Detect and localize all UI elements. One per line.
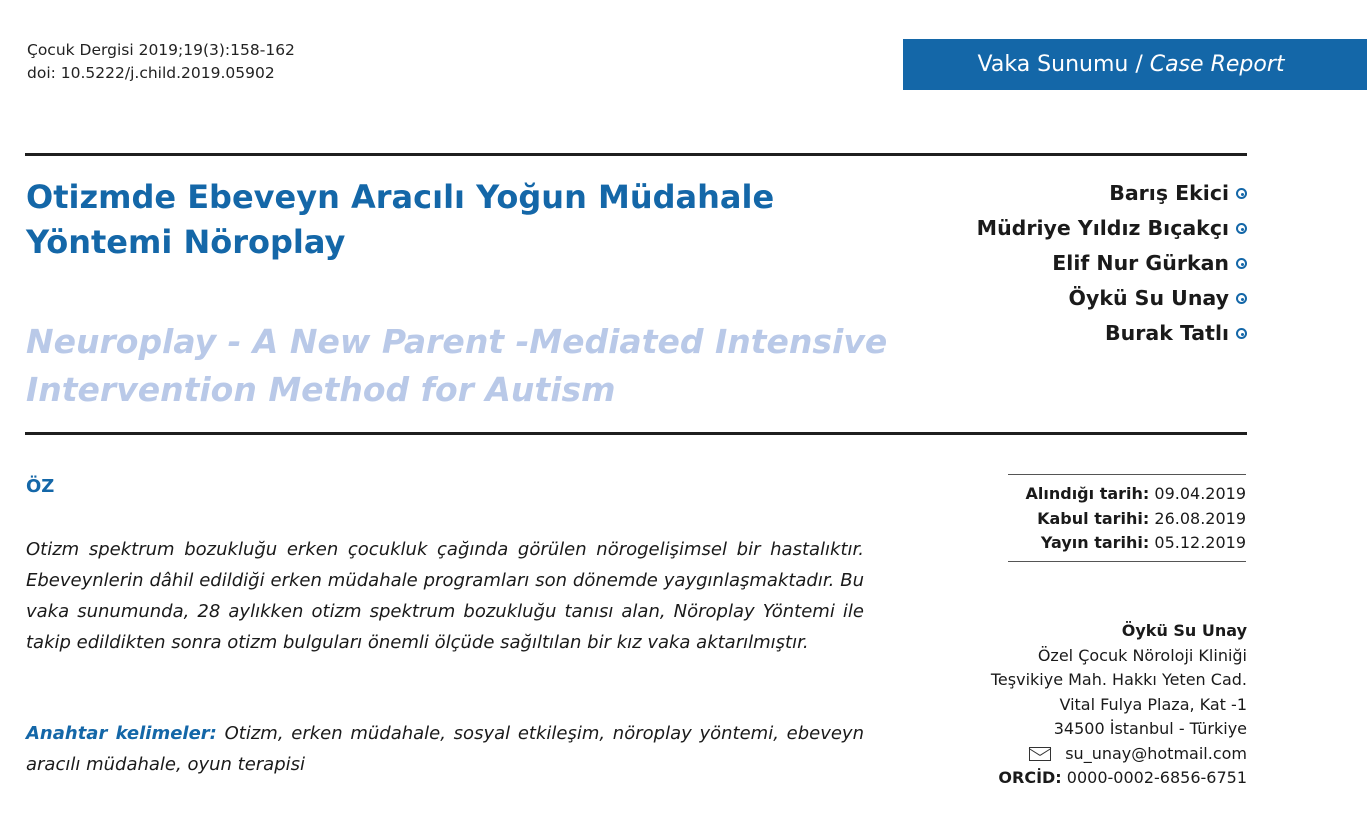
bottom-divider [25, 432, 1247, 435]
article-type-banner [903, 39, 1367, 90]
top-divider [25, 153, 1247, 156]
orcid-icon[interactable] [1236, 223, 1247, 234]
orcid-value[interactable]: 0000-0002-6856-6751 [1066, 768, 1247, 787]
author [977, 246, 1247, 281]
dates-box [1008, 474, 1246, 562]
title-turkish [26, 175, 886, 265]
author [977, 281, 1247, 316]
published-value: 05.12.2019 [1154, 533, 1246, 552]
author-name: Öykü Su Unay [1068, 286, 1229, 310]
abstract-text: Otizm spektrum bozukluğu erken çocukluk çağında görülen nörogelişimsel bir hastalıktır. Ebeveynlerin dâhil edildiği erken müdahale programları son dönemde yaygınlaşmaktadır. Bu vaka sunumunda, 28 aylıkken otizm spektrum bozukluğu tanısı alan, Nöroplay Yöntemi ile takip edildikten sonra otizm bulguları önemli ölçüde sağıltılan bir kız vaka aktarılmıştır. [26, 539, 864, 653]
published-date [1008, 531, 1246, 556]
email-row [991, 742, 1247, 767]
author-name: Elif Nur Gürkan [1052, 251, 1229, 275]
correspondence [991, 619, 1247, 791]
author [977, 316, 1247, 351]
author [977, 176, 1247, 211]
author-list [977, 176, 1247, 351]
keywords-label: Anahtar kelimeler: [26, 723, 217, 744]
keywords-text: Otizm, erken müdahale, sosyal etkileşim, nöroplay yöntemi, ebeveyn aracılı müdahale, oyun terapisi [26, 723, 864, 775]
email-link[interactable]: su_unay@hotmail.com [1065, 743, 1247, 763]
correspondence-name: Öykü Su Unay [1121, 621, 1247, 640]
orcid-label: ORCİD: [998, 768, 1062, 787]
correspondence-address-line: Vital Fulya Plaza, Kat -1 [1059, 694, 1247, 714]
orcid-icon[interactable] [1236, 293, 1247, 304]
author-name: Burak Tatlı [1105, 321, 1229, 345]
correspondence-address-line: 34500 İstanbul - Türkiye [1053, 719, 1247, 738]
abstract-heading: ÖZ [26, 476, 55, 497]
title-tr-line: Yöntemi Nöroplay [26, 223, 346, 261]
author [977, 211, 1247, 246]
journal-citation: Çocuk Dergisi 2019;19(3):158-162 [27, 41, 295, 59]
orcid-icon[interactable] [1236, 328, 1247, 339]
accepted-date [1008, 507, 1246, 532]
article-type-tr: Vaka Sunumu / [977, 52, 1150, 77]
envelope-icon [1029, 747, 1051, 761]
doi: doi: 10.5222/j.child.2019.05902 [27, 64, 275, 82]
orcid-icon[interactable] [1236, 258, 1247, 269]
article-type-en: Case Report [1149, 52, 1285, 77]
received-value: 09.04.2019 [1154, 484, 1246, 503]
orcid-row [991, 766, 1247, 791]
author-name: Barış Ekici [1109, 181, 1229, 205]
title-en-line: Neuroplay - A New Parent -Mediated Intensive [26, 322, 888, 361]
received-label: Alındığı tarih: [1025, 484, 1150, 503]
title-tr-line: Otizmde Ebeveyn Aracılı Yoğun Müdahale [26, 178, 775, 216]
correspondence-address-line: Teşvikiye Mah. Hakkı Yeten Cad. [990, 670, 1247, 689]
accepted-value: 26.08.2019 [1154, 508, 1246, 528]
accepted-label: Kabul tarihi: [1037, 508, 1150, 528]
orcid-icon[interactable] [1236, 188, 1247, 199]
correspondence-address-line: Özel Çocuk Nöroloji Kliniği [1037, 645, 1247, 665]
title-en-line: Intervention Method for Autism [26, 370, 616, 409]
title-english [26, 318, 906, 414]
author-name: Müdriye Yıldız Bıçakçı [976, 216, 1229, 240]
received-date [1008, 482, 1246, 507]
published-label: Yayın tarihi: [1040, 533, 1150, 552]
keywords [26, 718, 864, 780]
citation [27, 39, 295, 85]
